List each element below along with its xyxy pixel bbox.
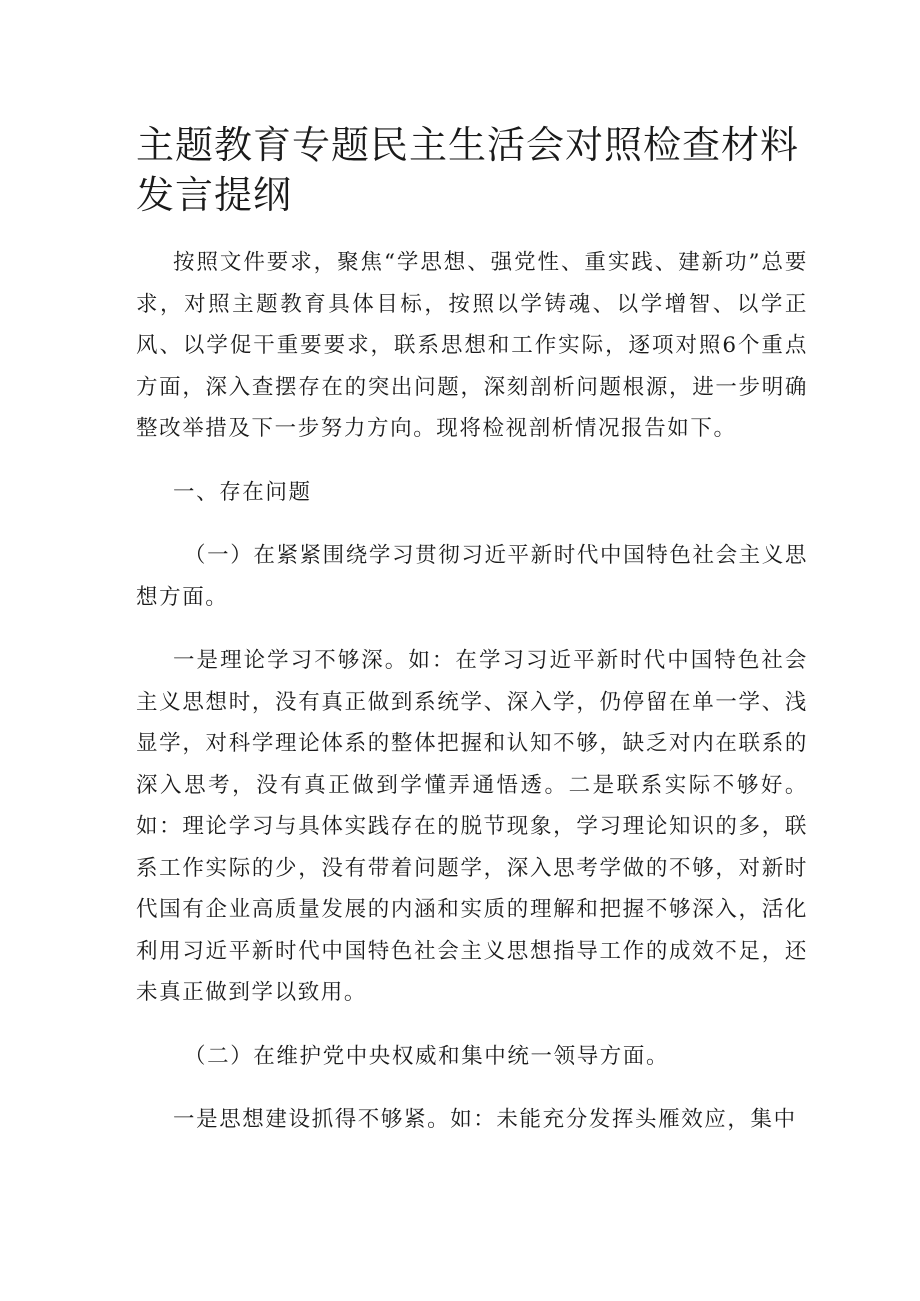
document-page <box>136 120 808 1141</box>
body-paragraph-theory: 一是理论学习不够深。如：在学习习近平新时代中国特色社会主义思想时，没有真正做到系统学、深入学，仍停留在单一学、浅显学，对科学理论体系的整体把握和认知不够，缺乏对内在联系的深入思考，没有真正做到学懂弄通悟透。二是联系实际不够好。如：理论学习与具体实践存在的脱节现象，学习理论知识的多，联系工作实际的少，没有带着问题学，深入思考学做的不够，对新时代国有企业高质量发展的内涵和实质的理解和把握不够深入，活化利用习近平新时代中国特色社会主义思想指导工作的成效不足，还未真正做到学以致用。 <box>136 648 808 1005</box>
section-heading-problems: 一、存在问题 <box>173 479 312 505</box>
intro-paragraph: 按照文件要求，聚焦“学思想、强党性、重实践、建新功”总要求，对照主题教育具体目标，按照以学铸魂、以学增智、以学正风、以学促干重要要求，联系思想和工作实际，逐项对照6个重点方面，深入查摆存在的突出问题，深刻剖析问题根源，进一步明确整改举措及下一步努力方向。现将检视剖析情况报告如下。 <box>136 250 808 441</box>
subsection-heading-2: （二）在维护党中央权威和集中统一领导方面。 <box>184 1043 670 1069</box>
subsection-heading-1: （一）在紧紧围绕学习贯彻习近平新时代中国特色社会主义思想方面。 <box>136 543 808 610</box>
body-paragraph-ideology: 一是思想建设抓得不够紧。如：未能充分发挥头雁效应，集中 <box>173 1107 797 1132</box>
document-title: 主题教育专题民主生活会对照检查材料发言提纲 <box>136 123 800 217</box>
